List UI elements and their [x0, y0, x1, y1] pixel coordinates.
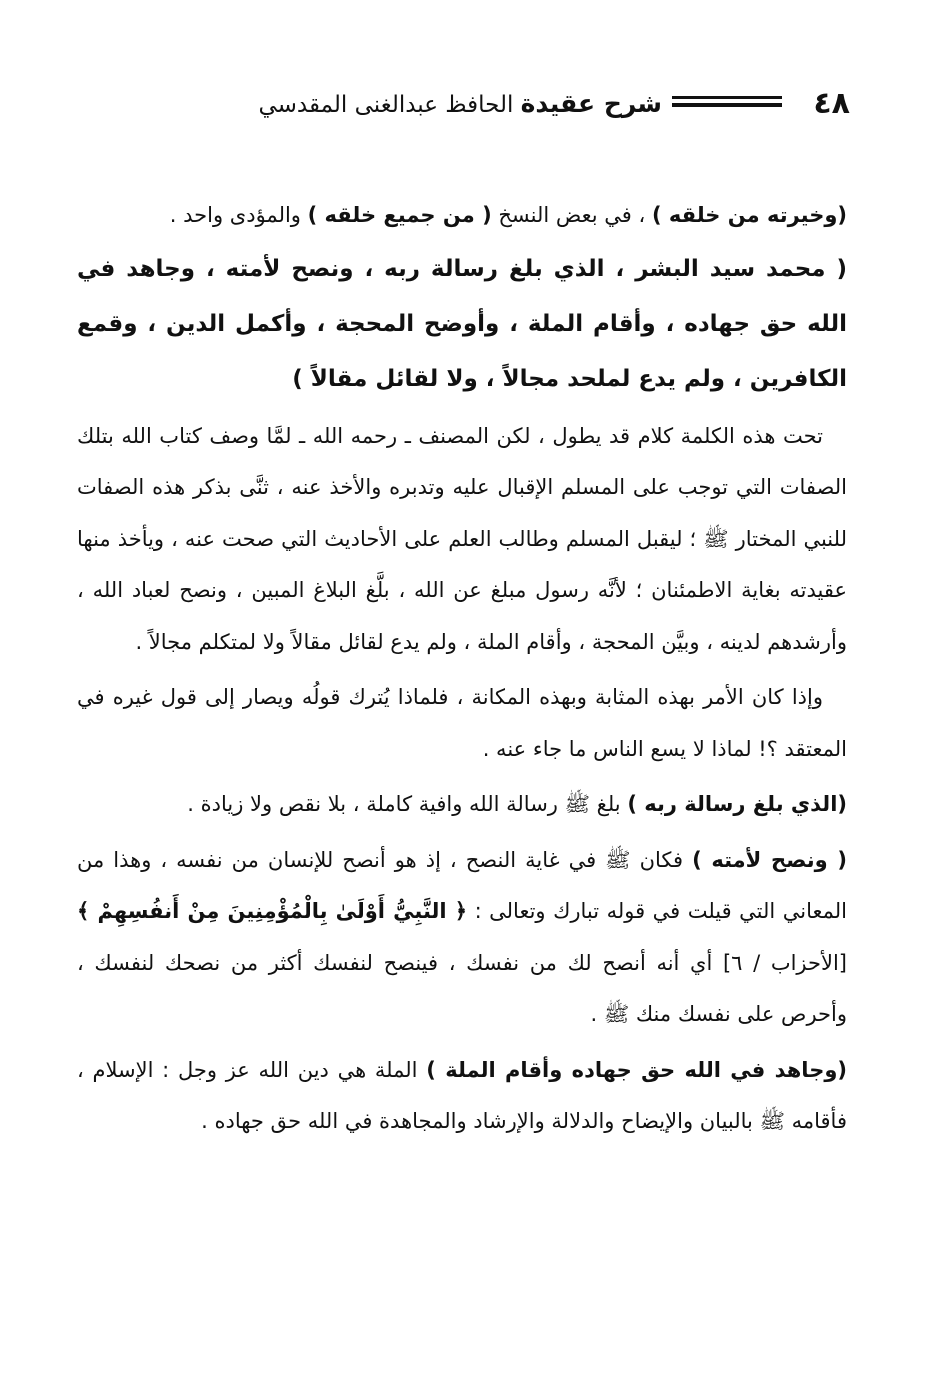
paragraph-4: وإذا كان الأمر بهذه المثابة وبهذه المكانة ، فلماذا يُترك قولُه ويصار إلى قول غيره في المعتقد ؟! لماذا لا يسع الناس ما جاء عنه . — [77, 685, 847, 761]
paragraph-5-quote: (الذي بلغ رسالة ربه ) — [627, 792, 847, 816]
running-title-rest: الحافظ عبدالغنى المقدسي — [258, 92, 514, 118]
paragraph-5-text: بلغ ﷺ رسالة الله وافية كاملة ، بلا نقص ولا زيادة . — [187, 792, 621, 816]
paragraph-3: تحت هذه الكلمة كلام قد يطول ، لكن المصنف ـ رحمه الله ـ لمَّا وصف كتاب الله بتلك الصفات التي توجب على المسلم الإقبال عليه وتدبره والأخذ عنه ، ثنَّى بذكر هذه الصفات للنبي المختار ﷺ ؛ ليقبل المسلم وطالب العلم على الأحاديث التي صحت عنه ، ويأخذ منها عقيدته بغاية الاطمئنان ؛ لأنَّه رسول مبلغ عن الله ، بلَّغ البلاغ المبين ، ونصح لعباد الله ، وأرشدهم لدينه ، وبيَّن المحجة ، وأقام الملة ، ولم يدع لقائل مقالاً ولا لمتكلم مجالاً . — [77, 423, 847, 654]
paragraph-1-text-2: والمؤدى واحد . — [169, 203, 301, 227]
page-body — [77, 190, 847, 1148]
paragraph-7-text: الملة هي دين الله عز وجل : الإسلام ، فأقامه ﷺ بالبيان والإيضاح والدلالة والإرشاد والمجاهدة في الله حق جهاده . — [77, 1057, 847, 1133]
paragraph-5 — [77, 779, 847, 831]
quran-verse: ﴿ النَّبِيُّ أَوْلَىٰ بِالْمُؤْمِنِينَ مِنْ أَنفُسِهِمْ ﴾ — [77, 899, 468, 923]
paragraph-6-quote: ( ونصح لأمته ) — [692, 847, 847, 872]
paragraph-6-text: فكان ﷺ في غاية النصح ، إذ هو أنصح للإنسان من نفسه ، وهذا من المعاني التي قيلت في قوله تبارك وتعالى : — [77, 847, 847, 923]
page-header — [60, 84, 850, 128]
page-number: ٤٨ — [813, 86, 850, 121]
paragraph-1-quote-2: ( من جميع خلقه ) — [307, 203, 492, 227]
paragraph-6 — [77, 835, 847, 1041]
paragraph-6-text-2: [الأحزاب / ٦] أي أنه أنصح لك من نفسك ، فينصح لنفسك أكثر من نصحك لنفسك ، وأحرص على نفسك منك ﷺ . — [77, 950, 847, 1026]
header-divider-thin — [672, 96, 782, 99]
paragraph-1-text: ، في بعض النسخ — [498, 203, 646, 227]
header-divider — [672, 92, 782, 110]
running-title — [258, 84, 662, 125]
header-divider-thick — [672, 103, 782, 107]
paragraph-1-quote: (وخيرته من خلقه ) — [651, 203, 847, 227]
running-title-bold: شرح عقيدة — [520, 89, 662, 118]
matn-quote: ( محمد سيد البشر ، الذي بلغ رسالة ربه ، ونصح لأمته ، وجاهد في الله حق جهاده ، وأقام الملة ، وأوضح المحجة ، وأكمل الدين ، وقمع الكافرين ، ولم يدع لملحد مجالاً ، ولا لقائل مقالاً ) — [77, 255, 847, 392]
paragraph-7-quote: (وجاهد في الله حق جهاده وأقام الملة ) — [426, 1057, 847, 1082]
paragraph-7 — [77, 1045, 847, 1148]
paragraph-1 — [77, 190, 847, 242]
